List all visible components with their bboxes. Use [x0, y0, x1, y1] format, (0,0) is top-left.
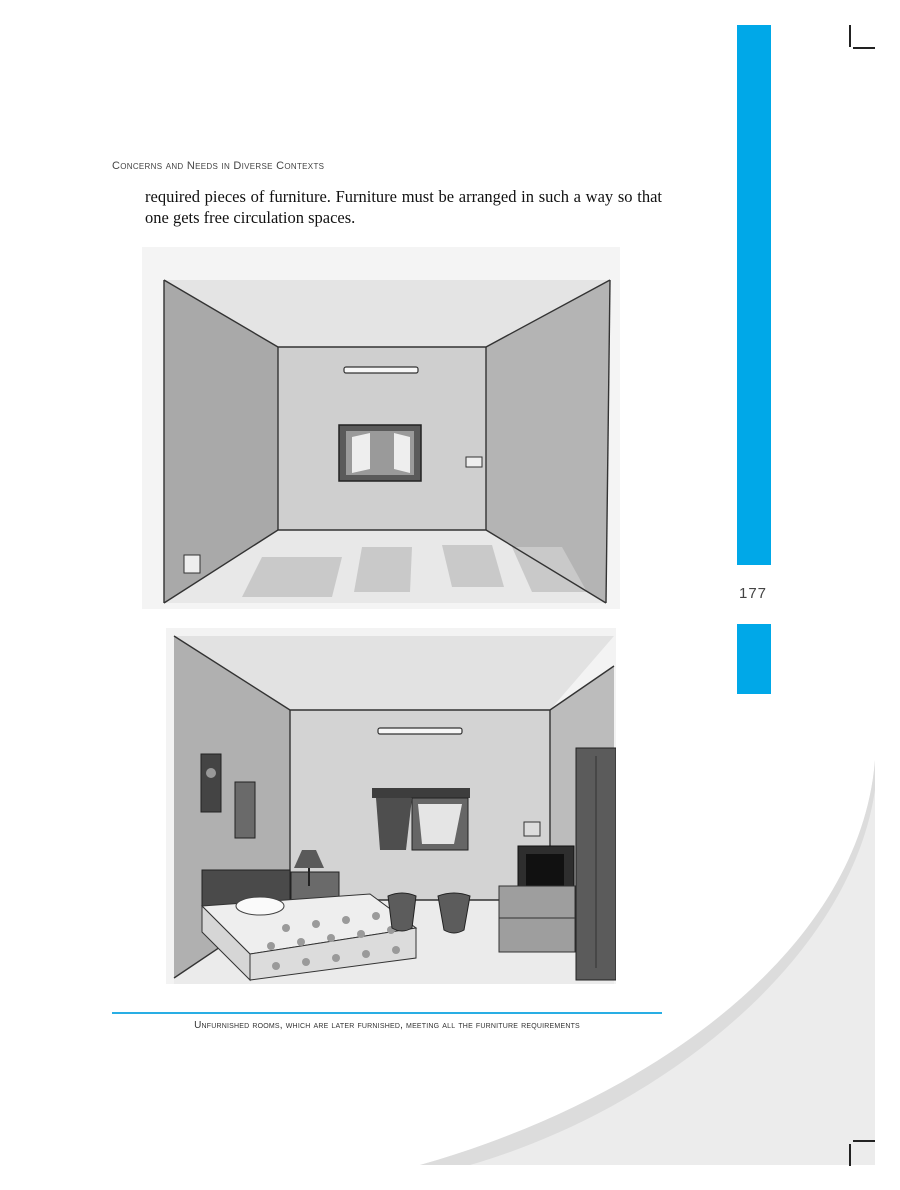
caption-rule	[112, 1012, 662, 1014]
crop-mark-bottom	[853, 1140, 875, 1142]
unfurnished-room-illustration	[142, 247, 620, 609]
page-number: 177	[739, 585, 768, 602]
figure-caption: Unfurnished rooms, which are later furnished, meeting all the furniture requirements	[194, 1020, 580, 1031]
running-head: Concerns and Needs in Diverse Contexts	[112, 160, 325, 172]
side-accent-bar	[737, 624, 771, 694]
side-accent-bar	[737, 25, 771, 565]
crop-mark-bottom	[849, 1144, 851, 1166]
crop-mark-top	[853, 47, 875, 49]
crop-mark-top	[849, 25, 851, 47]
furnished-room-illustration	[166, 628, 616, 984]
body-paragraph: required pieces of furniture. Furniture must be arranged in such a way so that one gets free circulation spaces.	[145, 187, 662, 227]
